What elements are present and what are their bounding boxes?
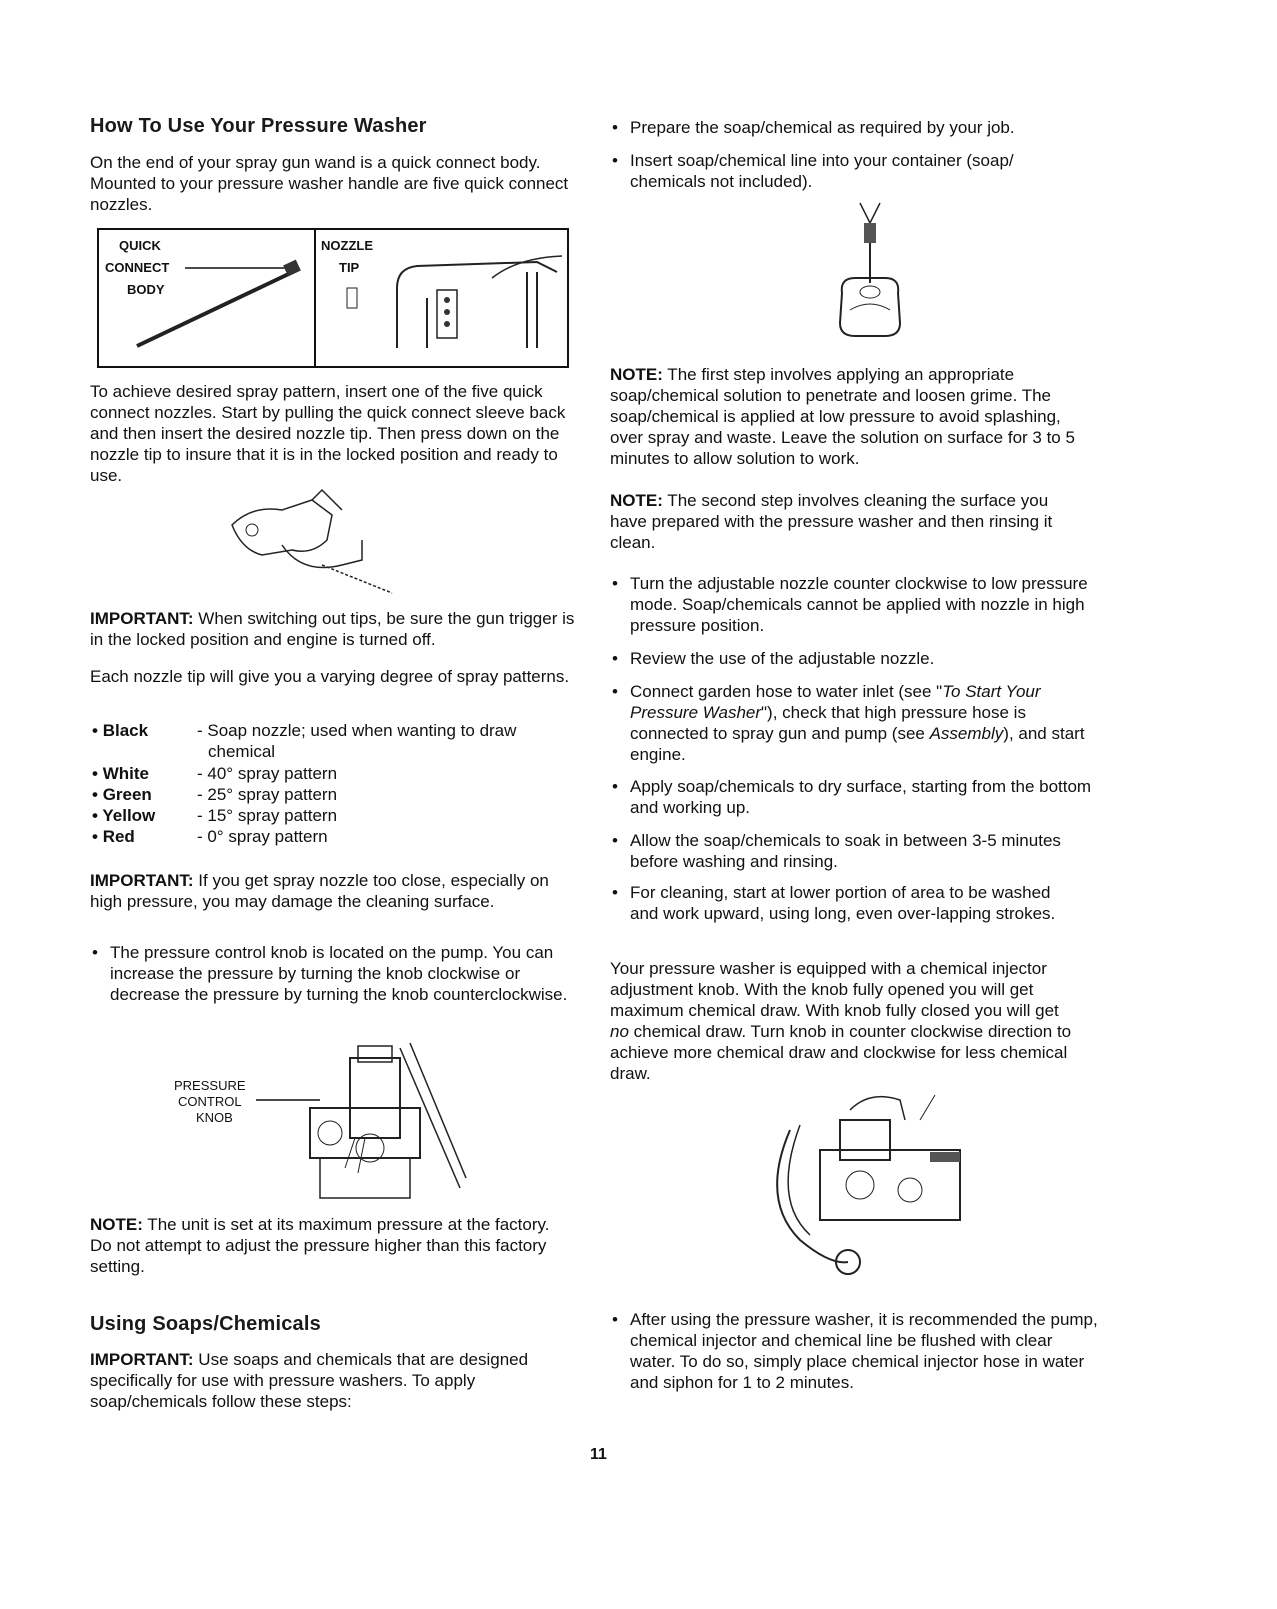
nozzle-row-yellow	[92, 805, 572, 827]
page-number: 11	[590, 1446, 607, 1463]
note-text: The second step involves cleaning the surface you have prepared with the pressure washer and then rinsing it clean.	[610, 491, 1053, 552]
label-knob: KNOB	[196, 1110, 233, 1125]
nozzle-color: • Yellow	[92, 806, 156, 825]
important-switching	[90, 608, 580, 650]
nozzle-insert-figure	[222, 485, 402, 595]
nozzle-desc: - 0° spray pattern	[197, 827, 328, 846]
step-apply-soap: • Apply soap/chemicals to dry surface, starting from the bottom and working up.	[612, 776, 1100, 818]
quick-connect-figure	[97, 228, 569, 368]
nozzle-row-red	[92, 826, 572, 848]
section-title: How To Use Your Pressure Washer	[90, 115, 427, 137]
bullet-insert-line: • Insert soap/chemical line into your container (soap/ chemicals not included).	[612, 150, 1070, 192]
ref-start-washer: To Start Your Pressure Washer	[630, 682, 1041, 722]
note-label: NOTE:	[610, 491, 663, 510]
important-too-close	[90, 870, 560, 912]
step-turn-nozzle: • Turn the adjustable nozzle counter clockwise to low pressure mode. Soap/chemicals cannot be applied with nozzle in high pressure position.	[612, 573, 1100, 636]
step-flush: • After using the pressure washer, it is recommended the pump, chemical injector and chemical line be flushed with clear water. To do so, simply place chemical injector hose in water and siphon for 1 to 2 minutes.	[612, 1309, 1100, 1393]
nozzle-desc: - 25° spray pattern	[197, 785, 338, 804]
nozzle-row-black	[92, 720, 572, 742]
achieve-paragraph: To achieve desired spray pattern, insert one of the five quick connect nozzles. Start by pulling the quick connect sleeve back and then insert the desired nozzle tip. Then press down on the nozzle tip to insure that it is in the locked position and ready to use.	[90, 382, 566, 485]
note-second-step	[610, 490, 1080, 553]
label-nozzle: NOZZLE	[321, 238, 373, 253]
ref-assembly: Assembly	[929, 724, 1004, 743]
important-text: If you get spray nozzle too close, especially on high pressure, you may damage the cleaning surface.	[90, 871, 549, 911]
important-text: Use soaps and chemicals that are designed specifically for use with pressure washers. To apply soap/chemicals follow these steps:	[90, 1350, 529, 1411]
note-text: The first step involves applying an appropriate soap/chemical solution to penetrate and loosen grime. The soap/chemical is applied at low pressure to avoid splashing, over spray and waste. Leave the solution on surface for 3 to 5 minutes to allow solution to work.	[610, 365, 1075, 468]
important-text: When switching out tips, be sure the gun trigger is in the locked position and engine is turned off.	[90, 609, 575, 649]
note-label: NOTE:	[610, 365, 663, 384]
each-nozzle-paragraph: Each nozzle tip will give you a varying degree of spray patterns.	[90, 667, 570, 686]
intro-paragraph: On the end of your spray gun wand is a quick connect body. Mounted to your pressure washer handle are five quick connect nozzles.	[90, 153, 569, 214]
label-tip: TIP	[339, 260, 360, 275]
step-review-nozzle: • Review the use of the adjustable nozzle.	[612, 648, 1100, 669]
step-cleaning: • For cleaning, start at lower portion of area to be washed and work upward, using long, even over-lapping strokes.	[612, 882, 1080, 924]
soaps-section-title: Using Soaps/Chemicals	[90, 1313, 321, 1335]
label-pressure: PRESSURE	[174, 1078, 246, 1093]
note-text: The unit is set at its maximum pressure at the factory. Do not attempt to adjust the pressure higher than this factory setting.	[90, 1215, 550, 1276]
important-soaps	[90, 1349, 570, 1412]
nozzle-row-black-cont	[92, 741, 572, 763]
important-label: IMPORTANT:	[90, 1350, 194, 1369]
injector-paragraph: Your pressure washer is equipped with a chemical injector adjustment knob. With the knob fully opened you will get maximum chemical draw. With knob fully closed you will get no chemical draw. Turn knob in counter clockwise direction to achieve more chemical draw and clockwise for less chemical draw.	[610, 959, 1072, 1083]
nozzle-desc: - Soap nozzle; used when wanting to draw	[197, 721, 517, 740]
label-quick: QUICK	[119, 238, 161, 253]
note-factory	[90, 1214, 560, 1277]
step-allow-soak: • Allow the soap/chemicals to soak in between 3-5 minutes before washing and rinsing.	[612, 830, 1090, 872]
label-body: BODY	[127, 282, 165, 297]
injector-no: no	[610, 1022, 629, 1041]
nozzle-color: • Green	[92, 785, 152, 804]
nozzle-desc: - 40° spray pattern	[197, 764, 338, 783]
chemical-container-figure	[820, 198, 920, 338]
nozzle-desc: - 15° spray pattern	[197, 806, 338, 825]
step-connect-hose: • Connect garden hose to water inlet (see "To Start Your Pressure Washer"), check that high pressure hose is connected to spray gun and pump (see Assembly), and start engine.	[612, 681, 1100, 765]
important-label: IMPORTANT:	[90, 609, 194, 628]
label-control: CONTROL	[178, 1094, 242, 1109]
nozzle-color: • White	[92, 764, 149, 783]
nozzle-row-green	[92, 784, 572, 806]
nozzle-row-white	[92, 763, 572, 785]
important-label: IMPORTANT:	[90, 871, 194, 890]
chemical-injector-figure	[760, 1090, 970, 1280]
pressure-knob-bullet: • The pressure control knob is located on the pump. You can increase the pressure by turning the knob clockwise or decrease the pressure by turning the knob counterclockwise.	[92, 942, 570, 1005]
label-connect: CONNECT	[105, 260, 170, 275]
nozzle-desc-cont: chemical	[208, 742, 276, 761]
nozzle-color: • Red	[92, 827, 135, 846]
note-label: NOTE:	[90, 1215, 143, 1234]
bullet-prepare: • Prepare the soap/chemical as required by your job.	[612, 117, 1100, 138]
pressure-knob-figure	[170, 1038, 470, 1208]
nozzle-color: • Black	[92, 721, 149, 740]
note-first-step	[610, 364, 1080, 469]
